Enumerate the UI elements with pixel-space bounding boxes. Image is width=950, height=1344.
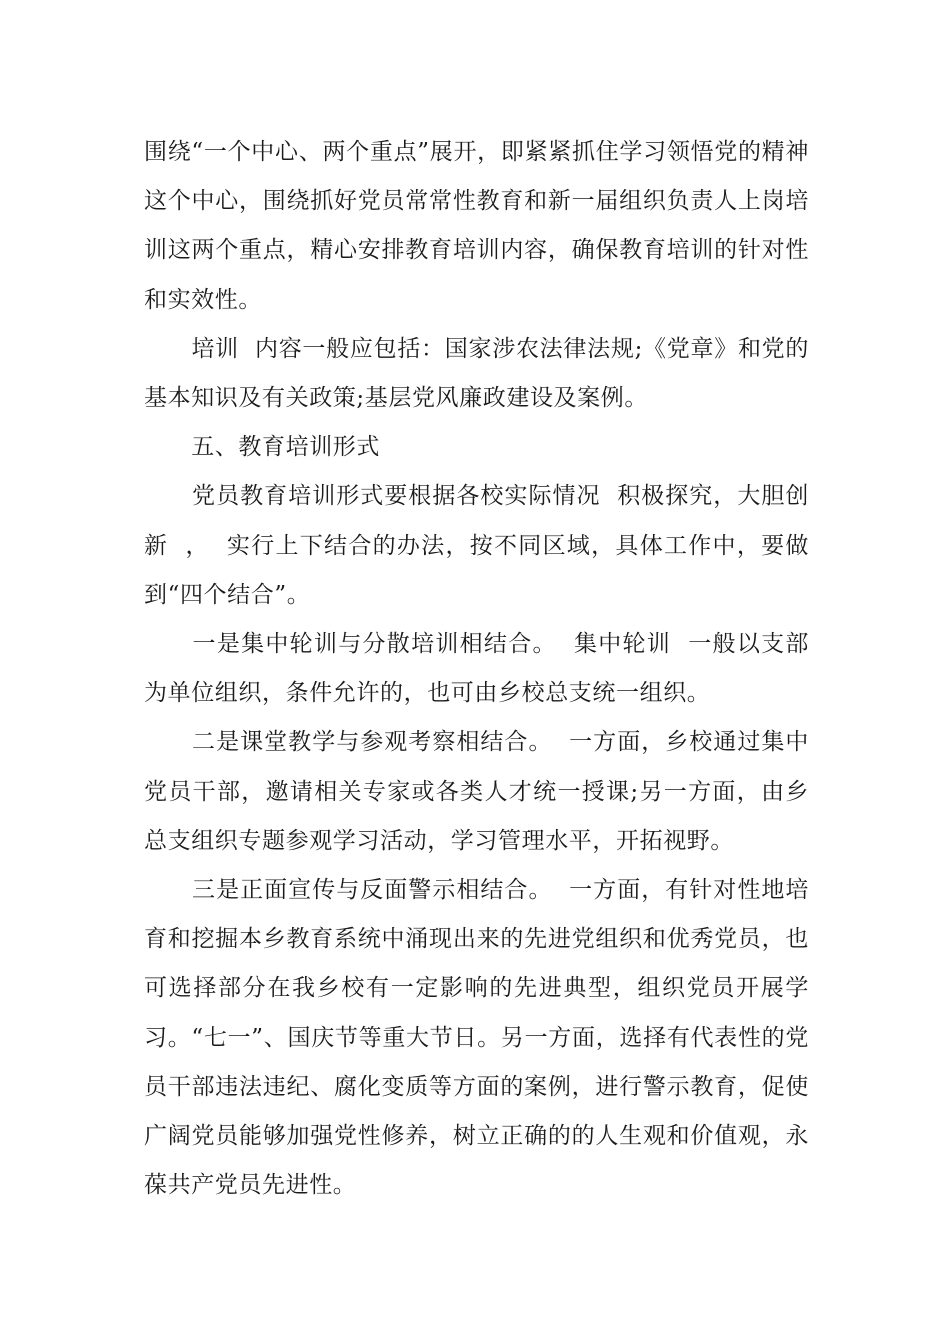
paragraph-point-three: 三是正面宣传与反面警示相结合。 一方面，有针对性地培育和挖掘本乡教育系统中涌现出来的先进党组织和优秀党员，也可选择部分在我乡校有一定影响的先进典型，组织党员开展学习。“七一”、国庆节等重大节日。另一方面，选择有代表性的党员干部违法违纪、腐化变质等方面的案例，进行警示教育，促使广阔党员能够加强党性修养，树立正确的的人生观和价值观，永葆共产党员先进性。 (144, 877, 809, 1199)
paragraph-point-one: 一是集中轮训与分散培训相结合。 集中轮训 一般以支部为单位组织，条件允许的，也可由乡校总支统一组织。 (144, 631, 809, 707)
document-body (144, 128, 809, 1210)
paragraph-intro: 围绕“一个中心、两个重点”展开，即紧紧抓住学习领悟党的精神这个中心，围绕抓好党员常常性教育和新一届组织负责人上岗培训这两个重点，精心安排教育培训内容，确保教育培训的针对性和实效性。 (144, 139, 809, 313)
paragraph-training-content: 培训 内容一般应包括：国家涉农法律法规;《党章》和党的基本知识及有关政策;基层党风廉政建设及案例。 (144, 335, 809, 412)
section-heading-training-forms: 五、教育培训形式 (144, 434, 380, 461)
paragraph-point-two: 二是课堂教学与参观考察相结合。 一方面，乡校通过集中党员干部，邀请相关专家或各类人才统一授课;另一方面，由乡总支组织专题参观学习活动，学习管理水平，开拓视野。 (144, 729, 809, 854)
paragraph-training-forms: 党员教育培训形式要根据各校实际情况 积极探究，大胆创新 ， 实行上下结合的办法，按不同区域，具体工作中，要做到“四个结合”。 (144, 483, 809, 608)
